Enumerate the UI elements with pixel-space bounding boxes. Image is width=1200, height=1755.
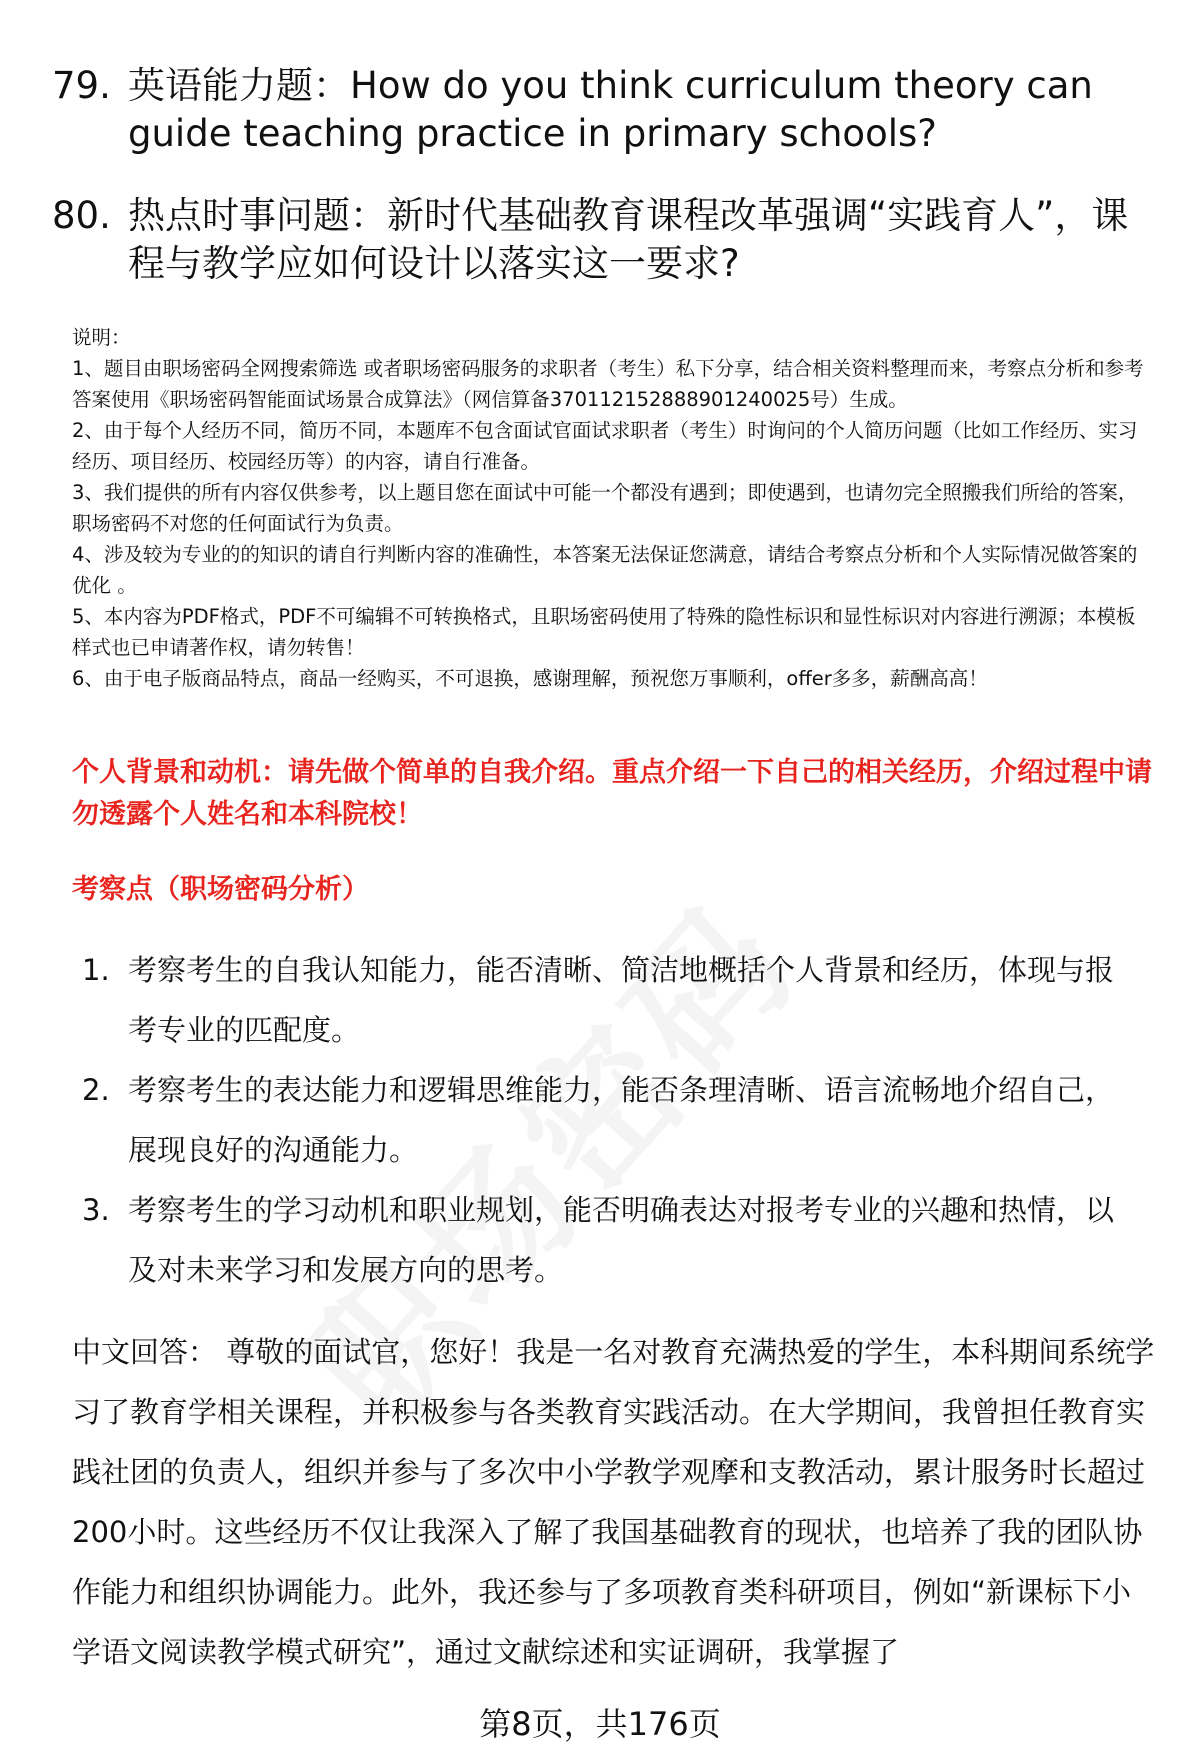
list-item-number: 1.	[82, 953, 110, 987]
note-item: 3、我们提供的所有内容仅供参考，以上题目您在面试中可能一个都没有遇到；即使遇到，也请勿完全照搬我们所给的答案，职场密码不对您的任何面试行为负责。	[72, 481, 1138, 535]
list-item-text: 考察考生的学习动机和职业规划，能否明确表达对报考专业的兴趣和热情，以及对未来学习和发展方向的思考。	[128, 1193, 1115, 1287]
question-number: 79.	[52, 64, 111, 107]
question-number: 80.	[52, 194, 111, 237]
question-80	[52, 192, 1162, 288]
question-text: 热点时事问题：新时代基础教育课程改革强调“实践育人”，课程与教学应如何设计以落实这一要求?	[128, 194, 1129, 285]
list-item-text: 考察考生的自我认知能力，能否清晰、简洁地概括个人背景和经历，体现与报考专业的匹配度。	[128, 953, 1115, 1047]
question-text: 英语能力题：How do you think curriculum theory can guide teaching practice in primary schools?	[128, 64, 1093, 155]
notes-block	[72, 322, 1152, 694]
page-footer: 第8页，共176页	[479, 1705, 721, 1743]
list-item	[82, 940, 1142, 1060]
section-subheading: 考察点（职场密码分析）	[72, 874, 369, 905]
question-79	[52, 62, 1162, 158]
note-item: 6、由于电子版商品特点，商品一经购买，不可退换，感谢理解，预祝您万事顺利，offer多多，薪酬高高！	[72, 667, 988, 690]
answer-paragraph: 中文回答： 尊敬的面试官，您好！我是一名对教育充满热爱的学生，本科期间系统学习了教育学相关课程，并积极参与各类教育实践活动。在大学期间，我曾担任教育实践社团的负责人，组织并参与了多次中小学教学观摩和支教活动，累计服务时长超过200小时。这些经历不仅让我深入了解了我国基础教育的现状，也培养了我的团队协作能力和组织协调能力。此外，我还参与了多项教育类科研项目，例如“新课标下小学语文阅读教学模式研究”，通过文献综述和实证调研，我掌握了	[72, 1335, 1155, 1669]
list-item-number: 3.	[82, 1193, 110, 1227]
list-item	[82, 1180, 1142, 1300]
list-item-text: 考察考生的表达能力和逻辑思维能力，能否条理清晰、语言流畅地介绍自己，展现良好的沟通能力。	[128, 1073, 1115, 1167]
note-item: 4、涉及较为专业的的知识的请自行判断内容的准确性，本答案无法保证您满意，请结合考察点分析和个人实际情况做答案的优化 。	[72, 543, 1138, 597]
note-item: 5、本内容为PDF格式，PDF不可编辑不可转换格式，且职场密码使用了特殊的隐性标识和显性标识对内容进行溯源；本模板样式也已申请著作权，请勿转售！	[72, 605, 1136, 659]
note-item: 2、由于每个人经历不同，简历不同，本题库不包含面试官面试求职者（考生）时询问的个人简历问题（比如工作经历、实习经历、项目经历、校园经历等）的内容，请自行准备。	[72, 419, 1138, 473]
section-heading: 个人背景和动机：请先做个简单的自我介绍。重点介绍一下自己的相关经历，介绍过程中请勿透露个人姓名和本科院校！	[72, 757, 1152, 830]
note-item: 1、题目由职场密码全网搜索筛选 或者职场密码服务的求职者（考生）私下分享，结合相关资料整理而来，考察点分析和参考答案使用《职场密码智能面试场景合成算法》（网信算备370112152888901240025号）生成。	[72, 357, 1144, 411]
list-item-number: 2.	[82, 1073, 110, 1107]
notes-title: 说明：	[72, 326, 131, 349]
list-item	[82, 1060, 1142, 1180]
assessment-points	[82, 940, 1142, 1300]
